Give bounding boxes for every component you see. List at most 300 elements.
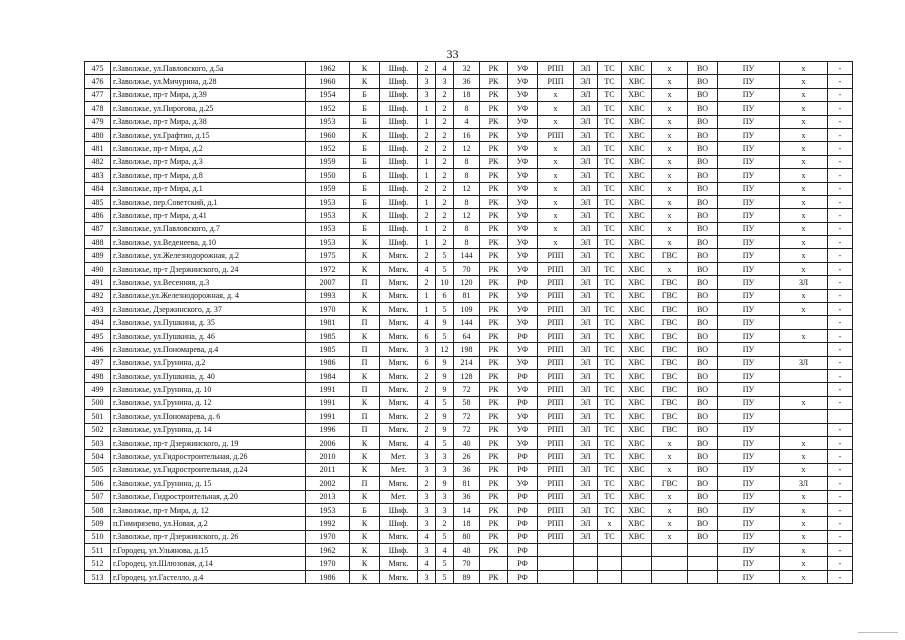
address-cell: г.Заволжье,ул.Железнодорожная, д. 4	[111, 289, 306, 302]
col-facade-cell: УФ	[508, 222, 538, 235]
col-meter-cell: ПУ	[718, 410, 780, 423]
table-row	[85, 249, 853, 262]
col-dash-cell: -	[828, 169, 853, 182]
col-cold-water-cell	[622, 570, 652, 583]
row-number-cell: 510	[85, 530, 111, 543]
col-heat-cell: ТС	[598, 209, 622, 222]
col-drainage-cell: ВО	[688, 369, 718, 382]
year-built-cell: 1952	[306, 142, 350, 155]
col-drainage-cell: ВО	[688, 142, 718, 155]
col-meter-cell: ПУ	[718, 544, 780, 557]
col-electric-cell: ЭЛ	[574, 343, 598, 356]
address-cell: г.Заволжье, пер.Советский, д.1	[111, 195, 306, 208]
roof-type-cell: Мягк.	[380, 303, 418, 316]
col-rk-cell: РК	[480, 356, 508, 369]
roof-type-cell: Мет.	[380, 450, 418, 463]
col-rk-cell: РК	[480, 236, 508, 249]
table-row	[85, 289, 853, 302]
table-row	[85, 222, 853, 235]
col-facade-cell: УФ	[508, 383, 538, 396]
row-number-cell: 512	[85, 557, 111, 570]
col-drainage-cell: ВО	[688, 115, 718, 128]
address-cell: г.Заволжье, ул.Павловского, д.7	[111, 222, 306, 235]
col-rpp-cell: РПП	[538, 303, 574, 316]
col-meter-cell: ПУ	[718, 490, 780, 503]
col-rk-cell: РК	[480, 142, 508, 155]
address-cell: г.Заволжье, ул.Железнодорожная, д.2	[111, 249, 306, 262]
col-meter-cell: ПУ	[718, 276, 780, 289]
year-built-cell: 1950	[306, 169, 350, 182]
year-built-cell: 1991	[306, 410, 350, 423]
floors-cell: 2	[436, 169, 454, 182]
wall-material-cell: К	[350, 557, 380, 570]
wall-material-cell: П	[350, 356, 380, 369]
col-facade-cell: УФ	[508, 262, 538, 275]
floors-cell: 3	[436, 450, 454, 463]
floors-cell: 5	[436, 262, 454, 275]
floors-cell: 12	[436, 343, 454, 356]
col-drainage-cell: ВО	[688, 463, 718, 476]
row-number-cell: 498	[85, 369, 111, 382]
col-hot-water-cell: ГВС	[652, 477, 688, 490]
col-electric-cell: ЭЛ	[574, 115, 598, 128]
col-meter-cell: ПУ	[718, 570, 780, 583]
col-cold-water-cell: ХВС	[622, 369, 652, 382]
col-cold-water-cell: ХВС	[622, 329, 652, 342]
apartments-cell: 120	[454, 276, 480, 289]
address-cell: г.Заволжье, пр-т Мира, д.41	[111, 209, 306, 222]
apartments-cell: 36	[454, 463, 480, 476]
col-rpp-cell: РПП	[538, 276, 574, 289]
table-row	[85, 503, 853, 516]
col-extra-cell: х	[780, 249, 828, 262]
floors-cell: 5	[436, 249, 454, 262]
col-heat-cell: ТС	[598, 383, 622, 396]
entrances-cell: 1	[418, 195, 436, 208]
col-electric-cell: ЭЛ	[574, 102, 598, 115]
table-row	[85, 155, 853, 168]
col-rk-cell: РК	[480, 463, 508, 476]
col-rpp-cell: х	[538, 102, 574, 115]
col-drainage-cell: ВО	[688, 517, 718, 530]
floors-cell: 5	[436, 303, 454, 316]
roof-type-cell: Шиф.	[380, 195, 418, 208]
scan-mark	[858, 632, 898, 633]
address-cell: г.Заволжье, ул.Мичурина, д.28	[111, 75, 306, 88]
floors-cell: 2	[436, 182, 454, 195]
col-meter-cell: ПУ	[718, 477, 780, 490]
address-cell: г.Заволжье, пр-т Дзержинского, д. 26	[111, 530, 306, 543]
col-drainage-cell: ВО	[688, 102, 718, 115]
table-row	[85, 450, 853, 463]
col-dash-cell: -	[828, 128, 853, 141]
col-rk-cell: РК	[480, 530, 508, 543]
col-rpp-cell: РПП	[538, 316, 574, 329]
col-rk-cell: РК	[480, 303, 508, 316]
col-extra-cell: х	[780, 102, 828, 115]
col-cold-water-cell: ХВС	[622, 450, 652, 463]
year-built-cell: 1991	[306, 396, 350, 409]
wall-material-cell: К	[350, 463, 380, 476]
apartments-cell: 12	[454, 142, 480, 155]
floors-cell: 2	[436, 88, 454, 101]
row-number-cell: 484	[85, 182, 111, 195]
col-extra-cell: х	[780, 209, 828, 222]
roof-type-cell: Мягк.	[380, 249, 418, 262]
address-cell: г.Заволжье, ул.Грунина, д. 15	[111, 477, 306, 490]
year-built-cell: 1960	[306, 75, 350, 88]
roof-type-cell: Мягк.	[380, 477, 418, 490]
apartments-cell: 4	[454, 115, 480, 128]
col-drainage-cell: ВО	[688, 169, 718, 182]
table-row	[85, 128, 853, 141]
entrances-cell: 2	[418, 383, 436, 396]
entrances-cell: 3	[418, 343, 436, 356]
col-electric-cell: ЭЛ	[574, 436, 598, 449]
col-rk-cell: РК	[480, 262, 508, 275]
col-hot-water-cell: ГВС	[652, 303, 688, 316]
wall-material-cell: Б	[350, 195, 380, 208]
address-cell: г.Заволжье, пр-т Мира, д.39	[111, 88, 306, 101]
col-electric-cell: ЭЛ	[574, 356, 598, 369]
col-heat-cell: ТС	[598, 249, 622, 262]
apartments-cell: 32	[454, 62, 480, 75]
col-cold-water-cell: ХВС	[622, 396, 652, 409]
table-row	[85, 477, 853, 490]
row-number-cell: 503	[85, 436, 111, 449]
col-facade-cell: РФ	[508, 463, 538, 476]
roof-type-cell: Мягк.	[380, 410, 418, 423]
year-built-cell: 1986	[306, 570, 350, 583]
col-rpp-cell: РПП	[538, 329, 574, 342]
col-hot-water-cell: х	[652, 142, 688, 155]
col-dash-cell: -	[828, 142, 853, 155]
col-facade-cell: УФ	[508, 182, 538, 195]
table-row	[85, 329, 853, 342]
col-extra-cell	[780, 410, 828, 423]
col-meter-cell: ПУ	[718, 436, 780, 449]
col-heat-cell: ТС	[598, 195, 622, 208]
row-number-cell: 506	[85, 477, 111, 490]
entrances-cell: 2	[418, 182, 436, 195]
row-number-cell: 493	[85, 303, 111, 316]
col-drainage-cell: ВО	[688, 423, 718, 436]
col-facade-cell: РФ	[508, 490, 538, 503]
wall-material-cell: К	[350, 62, 380, 75]
col-meter-cell: ПУ	[718, 88, 780, 101]
apartments-cell: 16	[454, 128, 480, 141]
floors-cell: 3	[436, 463, 454, 476]
col-drainage-cell	[688, 570, 718, 583]
year-built-cell: 1962	[306, 544, 350, 557]
col-meter-cell: ПУ	[718, 329, 780, 342]
address-cell: г.Заволжье, ул.Пирогова, д.25	[111, 102, 306, 115]
col-meter-cell: ПУ	[718, 463, 780, 476]
table-row	[85, 262, 853, 275]
wall-material-cell: К	[350, 236, 380, 249]
wall-material-cell: К	[350, 249, 380, 262]
col-drainage-cell	[688, 544, 718, 557]
col-rk-cell: РК	[480, 316, 508, 329]
col-hot-water-cell: х	[652, 75, 688, 88]
col-electric-cell: ЭЛ	[574, 477, 598, 490]
col-extra-cell: х	[780, 88, 828, 101]
col-hot-water-cell: ГВС	[652, 289, 688, 302]
col-dash-cell: -	[828, 102, 853, 115]
col-extra-cell: х	[780, 236, 828, 249]
wall-material-cell: К	[350, 450, 380, 463]
col-dash-cell: -	[828, 236, 853, 249]
col-hot-water-cell: ГВС	[652, 410, 688, 423]
col-cold-water-cell: ХВС	[622, 436, 652, 449]
row-number-cell: 513	[85, 570, 111, 583]
col-heat-cell	[598, 557, 622, 570]
col-rpp-cell: РПП	[538, 128, 574, 141]
floors-cell: 5	[436, 436, 454, 449]
table-row	[85, 102, 853, 115]
col-rpp-cell: РПП	[538, 383, 574, 396]
col-heat-cell: ТС	[598, 423, 622, 436]
col-meter-cell: ПУ	[718, 222, 780, 235]
apartments-cell: 81	[454, 477, 480, 490]
col-rpp-cell: х	[538, 155, 574, 168]
address-cell: г.Заволжье, ул.Грунина, д.2	[111, 356, 306, 369]
col-rk-cell: РК	[480, 329, 508, 342]
col-drainage-cell: ВО	[688, 303, 718, 316]
entrances-cell: 3	[418, 88, 436, 101]
entrances-cell: 4	[418, 316, 436, 329]
col-rpp-cell: РПП	[538, 477, 574, 490]
col-extra-cell: х	[780, 436, 828, 449]
apartments-cell: 48	[454, 544, 480, 557]
row-number-cell: 499	[85, 383, 111, 396]
entrances-cell: 2	[418, 276, 436, 289]
year-built-cell: 2010	[306, 450, 350, 463]
year-built-cell: 1986	[306, 356, 350, 369]
col-heat-cell	[598, 570, 622, 583]
col-cold-water-cell: ХВС	[622, 383, 652, 396]
table-row	[85, 530, 853, 543]
row-number-cell: 478	[85, 102, 111, 115]
entrances-cell: 3	[418, 463, 436, 476]
address-cell: г.Заволжье, ул.Пономарева, д. 6	[111, 410, 306, 423]
col-extra-cell: х	[780, 450, 828, 463]
col-heat-cell: ТС	[598, 410, 622, 423]
col-drainage-cell: ВО	[688, 490, 718, 503]
wall-material-cell: Б	[350, 169, 380, 182]
entrances-cell: 1	[418, 289, 436, 302]
row-number-cell: 507	[85, 490, 111, 503]
wall-material-cell: Б	[350, 503, 380, 516]
row-number-cell: 487	[85, 222, 111, 235]
address-cell: г.Городец, ул.Шлюзовая, д.14	[111, 557, 306, 570]
entrances-cell: 6	[418, 356, 436, 369]
col-electric-cell: ЭЛ	[574, 329, 598, 342]
col-drainage-cell: ВО	[688, 75, 718, 88]
table-row	[85, 236, 853, 249]
col-dash-cell: -	[828, 155, 853, 168]
row-number-cell: 489	[85, 249, 111, 262]
wall-material-cell: К	[350, 289, 380, 302]
col-dash-cell: -	[828, 450, 853, 463]
entrances-cell: 4	[418, 436, 436, 449]
year-built-cell: 1984	[306, 369, 350, 382]
year-built-cell: 1954	[306, 88, 350, 101]
year-built-cell: 1959	[306, 182, 350, 195]
col-hot-water-cell	[652, 557, 688, 570]
col-cold-water-cell	[622, 557, 652, 570]
year-built-cell: 2002	[306, 477, 350, 490]
col-electric-cell	[574, 570, 598, 583]
col-rk-cell	[480, 557, 508, 570]
address-cell: г.Заволжье, ул.Весенняя, д.3	[111, 276, 306, 289]
roof-type-cell: Шиф.	[380, 155, 418, 168]
col-rk-cell: РК	[480, 369, 508, 382]
table-row	[85, 396, 853, 409]
apartments-cell: 80	[454, 530, 480, 543]
col-rpp-cell: х	[538, 209, 574, 222]
entrances-cell: 4	[418, 396, 436, 409]
col-electric-cell: ЭЛ	[574, 316, 598, 329]
col-electric-cell: ЭЛ	[574, 450, 598, 463]
col-heat-cell: ТС	[598, 356, 622, 369]
col-facade-cell: РФ	[508, 329, 538, 342]
col-cold-water-cell: ХВС	[622, 236, 652, 249]
col-meter-cell: ПУ	[718, 169, 780, 182]
col-hot-water-cell: ГВС	[652, 249, 688, 262]
address-cell: г.Заволжье, пр-т Мира, д.38	[111, 115, 306, 128]
row-number-cell: 509	[85, 517, 111, 530]
col-hot-water-cell	[652, 544, 688, 557]
col-heat-cell: ТС	[598, 262, 622, 275]
year-built-cell: 2006	[306, 436, 350, 449]
col-drainage-cell: ВО	[688, 450, 718, 463]
col-facade-cell: УФ	[508, 410, 538, 423]
col-dash-cell: -	[828, 62, 853, 75]
col-electric-cell	[574, 544, 598, 557]
table-row	[85, 195, 853, 208]
table-row	[85, 369, 853, 382]
entrances-cell: 1	[418, 222, 436, 235]
col-dash-cell: -	[828, 517, 853, 530]
entrances-cell: 3	[418, 450, 436, 463]
col-extra-cell: х	[780, 557, 828, 570]
col-electric-cell: ЭЛ	[574, 195, 598, 208]
entrances-cell: 2	[418, 369, 436, 382]
wall-material-cell: Б	[350, 142, 380, 155]
apartments-cell: 8	[454, 236, 480, 249]
address-cell: г.Заволжье, ул.Гидростроительная, д.24	[111, 463, 306, 476]
col-cold-water-cell: ХВС	[622, 316, 652, 329]
entrances-cell: 1	[418, 236, 436, 249]
col-hot-water-cell: ГВС	[652, 316, 688, 329]
col-rpp-cell	[538, 570, 574, 583]
entrances-cell: 2	[418, 62, 436, 75]
address-cell: п.Гимирязево, ул.Новая, д.2	[111, 517, 306, 530]
col-meter-cell: ПУ	[718, 369, 780, 382]
col-dash-cell: -	[828, 276, 853, 289]
col-meter-cell: ПУ	[718, 356, 780, 369]
col-hot-water-cell: ГВС	[652, 423, 688, 436]
roof-type-cell: Мягк.	[380, 356, 418, 369]
year-built-cell: 1953	[306, 115, 350, 128]
wall-material-cell: К	[350, 544, 380, 557]
col-rpp-cell: х	[538, 222, 574, 235]
col-extra-cell: х	[780, 115, 828, 128]
col-heat-cell: ТС	[598, 169, 622, 182]
apartments-cell: 8	[454, 195, 480, 208]
entrances-cell: 2	[418, 209, 436, 222]
table-row	[85, 169, 853, 182]
col-rk-cell: РК	[480, 423, 508, 436]
col-facade-cell: УФ	[508, 249, 538, 262]
row-number-cell: 481	[85, 142, 111, 155]
row-number-cell: 497	[85, 356, 111, 369]
col-rk-cell: РК	[480, 75, 508, 88]
col-electric-cell: ЭЛ	[574, 236, 598, 249]
apartments-cell: 214	[454, 356, 480, 369]
table-row	[85, 544, 853, 557]
col-facade-cell: УФ	[508, 236, 538, 249]
roof-type-cell: Мягк.	[380, 316, 418, 329]
col-rk-cell: РК	[480, 115, 508, 128]
floors-cell: 2	[436, 236, 454, 249]
col-meter-cell: ПУ	[718, 343, 780, 356]
col-electric-cell: ЭЛ	[574, 169, 598, 182]
table-row	[85, 209, 853, 222]
row-number-cell: 494	[85, 316, 111, 329]
col-cold-water-cell: ХВС	[622, 182, 652, 195]
col-meter-cell: ПУ	[718, 142, 780, 155]
year-built-cell: 2013	[306, 490, 350, 503]
col-hot-water-cell: х	[652, 169, 688, 182]
year-built-cell: 1960	[306, 128, 350, 141]
housing-register-table	[84, 61, 853, 584]
floors-cell: 5	[436, 396, 454, 409]
roof-type-cell: Мягк.	[380, 436, 418, 449]
roof-type-cell: Мягк.	[380, 423, 418, 436]
col-meter-cell: ПУ	[718, 236, 780, 249]
year-built-cell: 1972	[306, 262, 350, 275]
roof-type-cell: Шиф.	[380, 102, 418, 115]
col-rk-cell: РК	[480, 450, 508, 463]
col-electric-cell	[574, 557, 598, 570]
apartments-cell: 18	[454, 88, 480, 101]
col-dash-cell: -	[828, 209, 853, 222]
col-hot-water-cell: х	[652, 115, 688, 128]
table-row	[85, 463, 853, 476]
col-rpp-cell: РПП	[538, 436, 574, 449]
wall-material-cell: К	[350, 570, 380, 583]
floors-cell: 9	[436, 383, 454, 396]
floors-cell: 5	[436, 329, 454, 342]
wall-material-cell: К	[350, 128, 380, 141]
row-number-cell: 490	[85, 262, 111, 275]
col-extra-cell	[780, 369, 828, 382]
col-heat-cell: ТС	[598, 436, 622, 449]
entrances-cell: 3	[418, 544, 436, 557]
col-meter-cell: ПУ	[718, 195, 780, 208]
year-built-cell: 1952	[306, 102, 350, 115]
year-built-cell: 1970	[306, 557, 350, 570]
roof-type-cell: Мягк.	[380, 396, 418, 409]
col-drainage-cell: ВО	[688, 329, 718, 342]
col-extra-cell: х	[780, 195, 828, 208]
row-number-cell: 477	[85, 88, 111, 101]
apartments-cell: 198	[454, 343, 480, 356]
row-number-cell: 500	[85, 396, 111, 409]
floors-cell: 3	[436, 75, 454, 88]
